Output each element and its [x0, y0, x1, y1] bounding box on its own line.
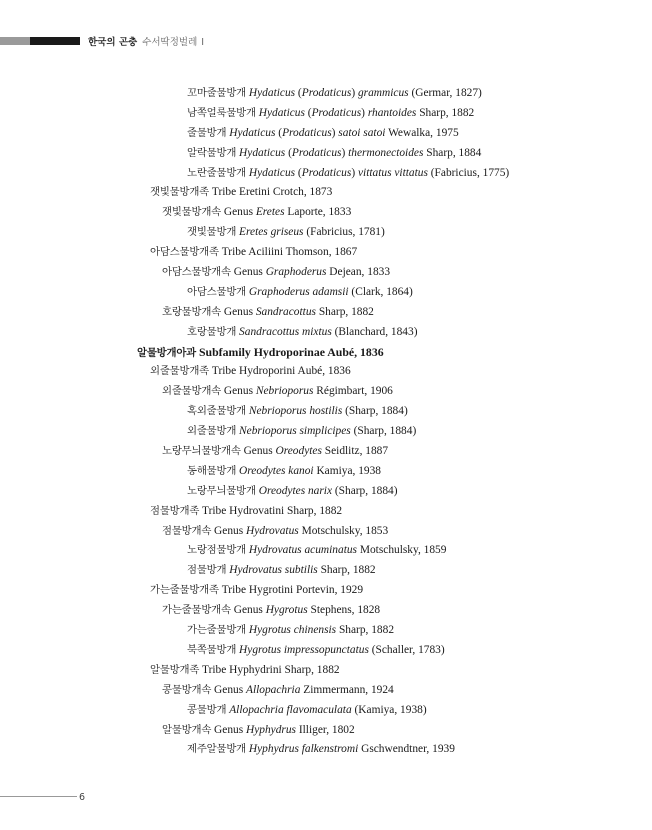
- scientific-name: Nebrioporus simplicipes: [239, 425, 351, 438]
- taxon-entry: [0, 303, 652, 323]
- scientific-name: Sandracottus: [255, 305, 316, 318]
- author-text: Genus: [233, 266, 266, 279]
- author-text: ): [351, 166, 358, 179]
- korean-name: 외줄물방개: [187, 425, 237, 438]
- taxon-entry: [0, 561, 652, 581]
- taxon-entry: [0, 502, 652, 522]
- taxon-entry: [0, 721, 652, 741]
- korean-name: 노랑무늬물방개속: [162, 445, 241, 458]
- author-text: Laporte, 1833: [284, 206, 352, 219]
- author-text: (Fabricius, 1781): [303, 226, 385, 239]
- author-text: Tribe Eretini Crotch, 1873: [211, 186, 333, 199]
- author-text: ): [361, 106, 368, 119]
- korean-name: 꼬마줄물방개: [187, 87, 247, 99]
- author-text: Seidlitz, 1887: [321, 445, 389, 458]
- author-text: Genus: [243, 445, 276, 458]
- author-text: Stephens, 1828: [307, 604, 381, 617]
- korean-name: 점물방개속: [162, 524, 212, 537]
- taxon-entry: [0, 740, 652, 760]
- taxon-entry: [0, 522, 652, 542]
- author-text: (Germar, 1827): [408, 87, 482, 99]
- taxon-entry: [0, 482, 652, 502]
- running-header: [88, 34, 204, 48]
- header-subtitle: 수서딱정벌레: [142, 37, 198, 48]
- author-text: (: [275, 126, 283, 139]
- taxon-entry: [0, 462, 652, 482]
- scientific-name: Prodaticus: [311, 106, 362, 119]
- scientific-name: rhantoides: [367, 106, 417, 119]
- korean-name: 가는줄물방개족: [150, 584, 219, 597]
- header-bar-gray: [0, 37, 30, 45]
- taxon-entry: [0, 422, 652, 442]
- korean-name: 가는줄물방개: [187, 624, 247, 637]
- scientific-name: thermonectoides: [348, 146, 424, 159]
- korean-name: 남쪽얼룩물방개: [187, 106, 256, 119]
- scientific-name: Prodaticus: [301, 166, 352, 179]
- author-text: Motschulsky, 1853: [298, 524, 389, 537]
- author-text: Sharp, 1884: [423, 146, 482, 159]
- scientific-name: Hydaticus: [258, 106, 305, 119]
- scientific-name: Hyphydrus: [246, 723, 296, 736]
- scientific-name: Oreodytes narix: [258, 484, 333, 497]
- korean-name: 잿빛물방개속: [162, 206, 222, 219]
- scientific-name: Nebrioporus: [255, 385, 314, 398]
- korean-name: 외줄물방개족: [150, 365, 210, 378]
- taxon-entry: [0, 382, 652, 402]
- scientific-name: Prodaticus: [282, 126, 332, 139]
- author-text: Sharp, 1882: [315, 305, 374, 318]
- scientific-name: Sandracottus mixtus: [239, 325, 332, 338]
- author-text: (Fabricius, 1775): [427, 166, 510, 179]
- korean-name: 아담스물방개족: [150, 246, 219, 259]
- header-title: 한국의 곤충: [88, 37, 138, 48]
- korean-name: 아담스물방개속: [162, 266, 231, 279]
- scientific-name: Hygrotus: [265, 604, 308, 617]
- author-text: Motschulsky, 1859: [357, 544, 447, 557]
- korean-name: 호랑물방개: [187, 325, 237, 338]
- author-text: Kamiya, 1938: [313, 464, 381, 477]
- author-text: Régimbart, 1906: [313, 385, 393, 398]
- author-text: Gschwendtner, 1939: [358, 743, 455, 756]
- taxon-entry: [0, 661, 652, 681]
- korean-name: 제주알물방개: [187, 743, 247, 756]
- korean-name: 혹외줄물방개: [187, 405, 247, 418]
- korean-name: 줄물방개: [187, 126, 227, 139]
- taxon-entry: [0, 402, 652, 422]
- scientific-name: Allopachria flavomaculata: [229, 703, 352, 716]
- korean-name: 호랑물방개속: [162, 305, 222, 318]
- author-text: Genus: [214, 683, 246, 696]
- taxon-entry: [0, 124, 652, 144]
- author-text: Genus: [233, 604, 266, 617]
- author-text: ): [351, 87, 358, 99]
- taxon-entry: [0, 541, 652, 561]
- scientific-name: Eretes griseus: [239, 226, 304, 239]
- author-text: Tribe Hyphydrini Sharp, 1882: [202, 663, 340, 676]
- header-separator: I: [201, 37, 205, 48]
- author-text: (: [295, 166, 302, 179]
- taxon-entry: [0, 243, 652, 263]
- korean-name: 잿빛물방개: [187, 226, 237, 239]
- taxonomy-list: [0, 84, 652, 760]
- korean-name: 동해물방개: [187, 464, 237, 477]
- scientific-name: Hydaticus: [248, 166, 296, 179]
- taxon-entry: [0, 621, 652, 641]
- korean-name: 알물방개아과: [137, 346, 197, 359]
- taxon-entry: [0, 701, 652, 721]
- scientific-name: Hyphydrus falkenstromi: [248, 743, 359, 756]
- taxon-entry: [0, 581, 652, 601]
- scientific-name: Hydaticus: [239, 146, 286, 159]
- scientific-name: Hygrotus chinensis: [248, 624, 337, 637]
- taxon-entry: [0, 144, 652, 164]
- rank-label: Subfamily Hydroporinae Aubé: [198, 344, 355, 359]
- author-text: (Sharp, 1884): [350, 425, 417, 438]
- korean-name: 알물방개속: [162, 723, 212, 736]
- author-text: (: [304, 106, 312, 119]
- taxon-entry: [0, 183, 652, 203]
- author-text: (Kamiya, 1938): [351, 703, 427, 716]
- scientific-name: Hydrovatus acuminatus: [248, 544, 357, 557]
- korean-name: 북쪽물방개: [187, 643, 237, 656]
- korean-name: 점물방개: [187, 564, 227, 577]
- taxon-entry: [0, 283, 652, 303]
- korean-name: 아담스물방개: [187, 285, 247, 298]
- taxon-entry: [0, 203, 652, 223]
- scientific-name: Prodaticus: [291, 146, 342, 159]
- taxon-entry: [0, 641, 652, 661]
- scientific-name: satoi satoi: [338, 126, 386, 139]
- taxon-entry: [0, 323, 652, 343]
- scientific-name: Hydaticus: [229, 126, 276, 139]
- korean-name: 노랑무늬물방개: [187, 484, 256, 497]
- author-text: ): [331, 126, 339, 139]
- korean-name: 외줄물방개속: [162, 385, 222, 398]
- korean-name: 점물방개족: [150, 504, 200, 517]
- author-text: (: [285, 146, 292, 159]
- author-text: Genus: [223, 206, 256, 219]
- korean-name: 노랑점물방개: [187, 544, 247, 557]
- scientific-name: Hydrovatus subtilis: [229, 564, 318, 577]
- taxon-entry: [0, 362, 652, 382]
- author-text: Zimmermann, 1924: [300, 683, 394, 696]
- author-text: (Clark, 1864): [348, 285, 413, 298]
- author-text: Tribe Hydroporini Aubé, 1836: [211, 365, 351, 378]
- korean-name: 알락물방개: [187, 146, 237, 159]
- korean-name: 가는줄물방개속: [162, 604, 231, 617]
- korean-name: 콩물방개: [187, 703, 227, 716]
- author-text: Tribe Aciliini Thomson, 1867: [221, 246, 358, 259]
- scientific-name: Nebrioporus hostilis: [248, 405, 343, 418]
- author-text: Dejean, 1833: [326, 266, 391, 279]
- author-text: (Sharp, 1884): [332, 484, 398, 497]
- author-text: Genus: [223, 305, 256, 318]
- scientific-name: Hygrotus impressopunctatus: [239, 643, 369, 656]
- author-text: Sharp, 1882: [336, 624, 395, 637]
- author-text: (Schaller, 1783): [368, 643, 445, 656]
- taxon-entry: [0, 164, 652, 184]
- author-text: Genus: [214, 524, 246, 537]
- taxon-entry: [0, 104, 652, 124]
- korean-name: 콩물방개속: [162, 683, 212, 696]
- footer-rule: [0, 796, 82, 797]
- author-text: (Sharp, 1884): [342, 405, 408, 418]
- scientific-name: vittatus vittatus: [357, 166, 428, 179]
- author-text: , 1836: [354, 344, 384, 359]
- scientific-name: Eretes: [255, 206, 285, 219]
- taxon-entry: [0, 84, 652, 104]
- scientific-name: Allopachria: [246, 683, 301, 696]
- author-text: Tribe Hydrovatini Sharp, 1882: [202, 504, 343, 517]
- scientific-name: Oreodytes: [275, 445, 322, 458]
- author-text: Sharp, 1882: [317, 564, 376, 577]
- author-text: Genus: [223, 385, 256, 398]
- taxon-entry: [0, 601, 652, 621]
- scientific-name: grammicus: [357, 87, 409, 99]
- korean-name: 알물방개족: [150, 663, 200, 676]
- author-text: ): [341, 146, 349, 159]
- author-text: Illiger, 1802: [295, 723, 355, 736]
- taxon-entry: [0, 681, 652, 701]
- page-number: 6: [79, 792, 86, 803]
- author-text: Sharp, 1882: [416, 106, 475, 119]
- taxon-entry: [0, 343, 652, 363]
- scientific-name: Hydrovatus: [246, 524, 299, 537]
- author-text: Tribe Hygrotini Portevin, 1929: [221, 584, 364, 597]
- taxon-entry: [0, 223, 652, 243]
- scientific-name: Oreodytes kanoi: [239, 464, 314, 477]
- scientific-name: Hydaticus: [248, 87, 296, 99]
- scientific-name: Prodaticus: [301, 87, 352, 99]
- header-bar-black: [30, 37, 80, 45]
- korean-name: 노란줄물방개: [187, 166, 247, 179]
- scientific-name: Graphoderus adamsii: [248, 285, 349, 298]
- author-text: (Blanchard, 1843): [331, 325, 418, 338]
- taxon-entry: [0, 442, 652, 462]
- scientific-name: Graphoderus: [265, 266, 327, 279]
- author-text: (: [295, 87, 302, 99]
- korean-name: 잿빛물방개족: [150, 186, 210, 199]
- taxon-entry: [0, 263, 652, 283]
- author-text: Wewalka, 1975: [385, 126, 459, 139]
- author-text: Genus: [214, 723, 246, 736]
